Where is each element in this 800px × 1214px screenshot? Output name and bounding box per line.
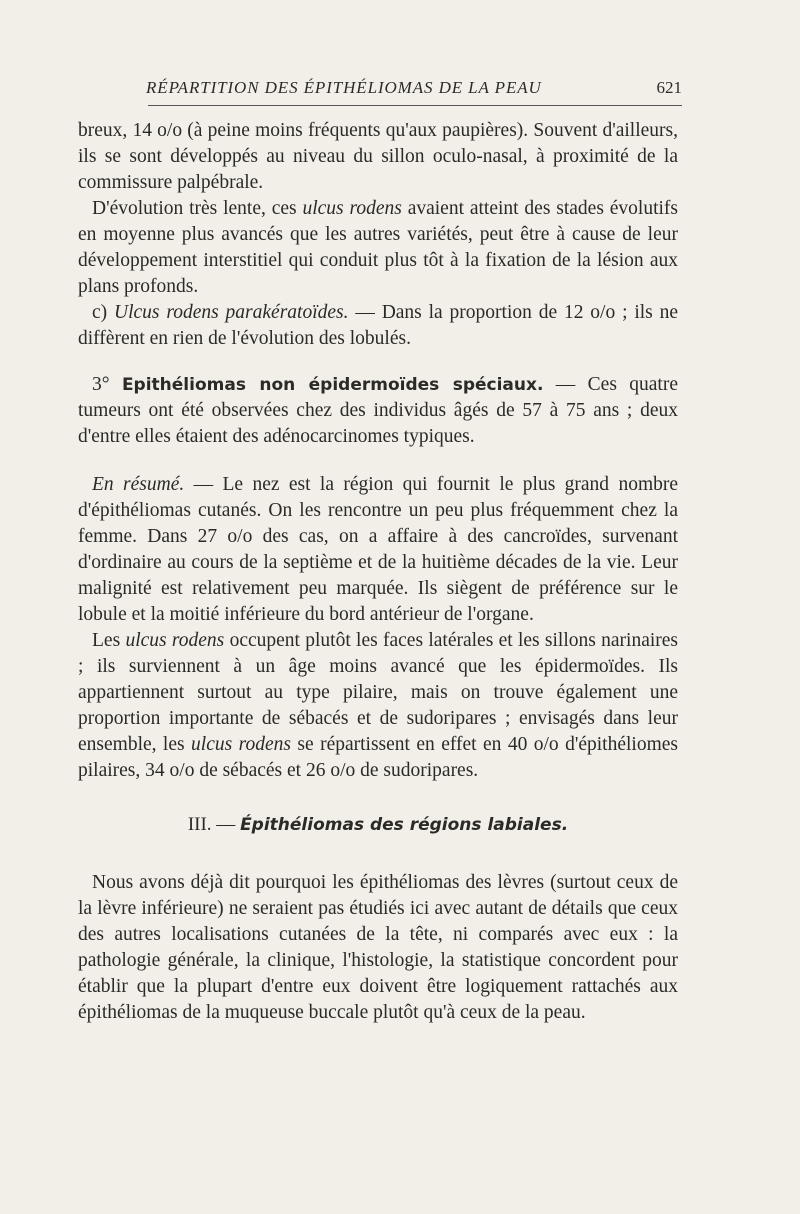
page-header xyxy=(78,78,682,108)
italic-term: ulcus rodens xyxy=(125,630,225,651)
paragraph-resume xyxy=(78,472,678,628)
section-title: Épithéliomas des régions labiales. xyxy=(240,815,569,835)
paragraph-levres: Nous avons déjà dit pourquoi les épithéliomas des lèvres (surtout ceux de la lèvre inférieure) ne seraient pas étudiés ici avec autant de détails que ceux des autres localisations cutanées de la tête, ni comparés avec eux : la pathologie générale, la clinique, l'histologie, la statistique concordent pour établir que la plupart d'entre eux doivent être logiquement rattachés aux épithéliomas de la muqueuse buccale plutôt qu'à ceux de la peau. xyxy=(78,872,678,1023)
italic-term: ulcus rodens xyxy=(302,198,402,219)
body-text xyxy=(78,118,678,1026)
paragraph-continuation: breux, 14 o/o (à peine moins fréquents qu'aux paupières). Souvent d'ailleurs, ils se sont développés au niveau du sillon oculo-nasal, à proximité de la commissure palpébrale. xyxy=(78,120,678,193)
list-number: 3° xyxy=(92,374,110,395)
text-run: Les xyxy=(92,630,126,651)
text-run: — Dans la proportion de 12 o/o ; ils ne diffèrent en rien de l'évolution des lobulés. xyxy=(78,302,679,349)
paragraph-ulcus-rodens xyxy=(78,628,678,784)
subsection-heading: Epithéliomas non épidermoïdes spéciaux. xyxy=(121,375,544,395)
italic-term: ulcus rodens xyxy=(191,734,291,755)
paragraph-parakeratoides xyxy=(78,300,678,352)
running-title: RÉPARTITION DES ÉPITHÉLIOMAS DE LA PEAU xyxy=(146,78,542,97)
section-heading xyxy=(78,812,678,838)
text-run: avaient atteint des stades évolutifs en moyenne plus avancés que les autres variétés, peut être à cause de leur développement interstitiel qui conduit plus tôt à la fixation de la lésion aux plans profonds. xyxy=(78,198,678,297)
header-rule xyxy=(148,105,682,106)
paragraph-ulcus-evolution xyxy=(78,196,678,300)
text-run: — Le nez est la région qui fournit le plus grand nombre d'épithéliomas cutanés. On les rencontre un peu plus fréquemment chez la femme. Dans 27 o/o des cas, on a affaire à des cancroïdes, survenant d'ordinaire au cours de la septième et de la huitième décades de la vie. Leur malignité est relativement peu marquée. Ils siègent de préférence sur le lobule et la moitié inférieure du bord antérieur de l'organe. xyxy=(78,474,679,625)
section-numeral: III. — xyxy=(187,814,236,835)
page-number: 621 xyxy=(656,78,682,97)
text-run: se répartissent en effet en 40 o/o d'épithéliomes pilaires, 34 o/o de sébacés et 26 o/o de sudoripares. xyxy=(78,734,678,781)
text-run: D'évolution très lente, ces xyxy=(92,198,303,219)
paragraph-non-epidermoides xyxy=(78,372,678,450)
italic-heading: En résumé. xyxy=(92,474,185,495)
italic-term: Ulcus rodens parakératoïdes. xyxy=(114,302,349,323)
text-run: occupent plutôt les faces latérales et les sillons narinaires ; ils surviennent à un âge moins avancé que les épidermoïdes. Ils appartiennent surtout au type pilaire, mais on trouve également une proportion importante de sébacés et de sudoripares ; envisagés dans leur ensemble, les xyxy=(78,630,679,755)
text-run: — Ces quatre tumeurs ont été observées chez des individus âgés de 57 à 75 ans ; deux d'entre elles étaient des adénocarcinomes typiques. xyxy=(78,374,678,447)
text-run: c) xyxy=(92,302,114,323)
